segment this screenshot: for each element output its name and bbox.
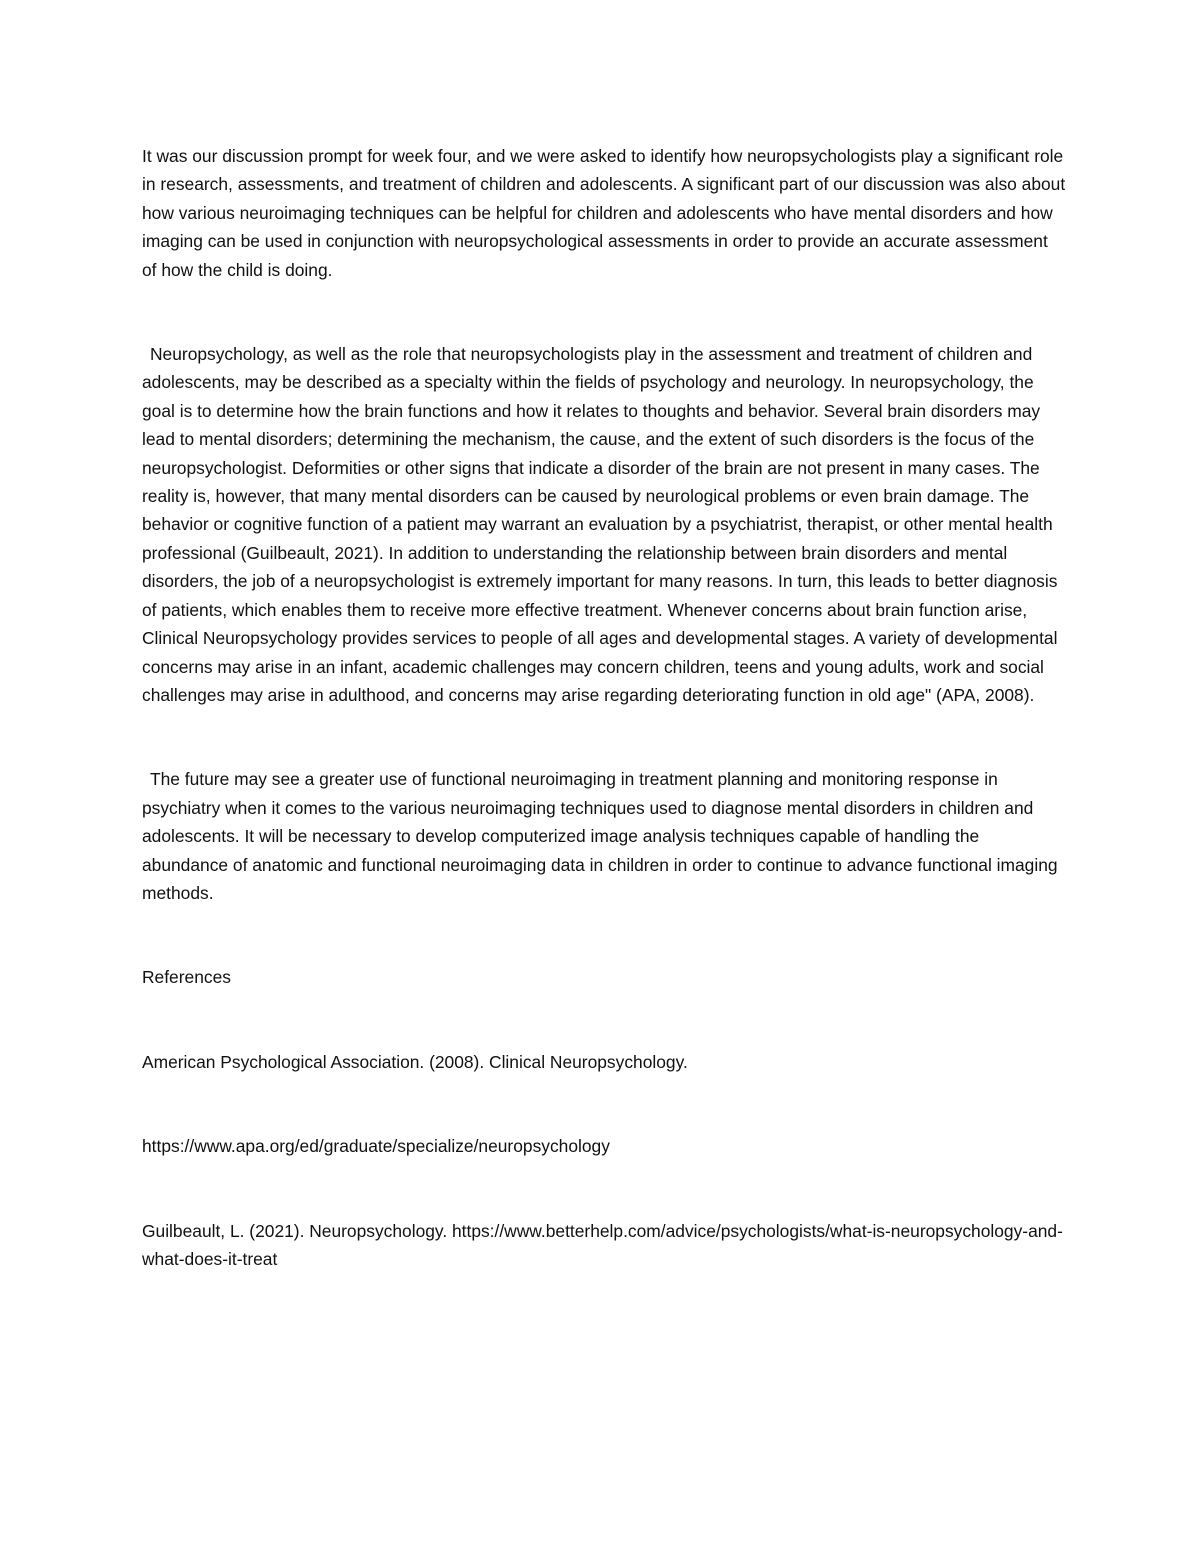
paragraph-neuropsychology-text: Neuropsychology, as well as the role that neuropsychologists play in the assessment and treatment of children and adolescents, may be described as a specialty within the fields of psychology and neurology. In neuropsychology, the goal is to determine how the brain functions and how it relates to thoughts and behavior. Several brain disorders may lead to mental disorders; determining the mechanism, the cause, and the extent of such disorders is the focus of the neuropsychologist. Deformities or other signs that indicate a disorder of the brain are not present in many cases. The reality is, however, that many mental disorders can be caused by neurological problems or even brain damage. The behavior or cognitive function of a patient may warrant an evaluation by a psychiatrist, therapist, or other mental health professional (Guilbeault, 2021). In addition to understanding the relationship between brain disorders and mental disorders, the job of a neuropsychologist is extremely important for many reasons. In turn, this leads to better diagnosis of patients, which enables them to receive more effective treatment. Whenever concerns about brain function arise, Clinical Neuropsychology provides services to people of all ages and developmental stages. A variety of developmental concerns may arise in an infant, academic challenges may concern children, teens and young adults, work and social challenges may arise in adulthood, and concerns may arise regarding deteriorating function in old age" (APA, 2008).: [142, 344, 1058, 705]
document-body: [142, 142, 1067, 1273]
reference-apa-citation: American Psychological Association. (2008). Clinical Neuropsychology.: [142, 1051, 688, 1072]
reference-apa-url[interactable]: https://www.apa.org/ed/graduate/specialize/neuropsychology: [142, 1136, 610, 1157]
reference-guilbeault-citation[interactable]: Guilbeault, L. (2021). Neuropsychology. https://www.betterhelp.com/advice/psychologists/what-is-neuropsychology-and-what-does-it-treat: [142, 1220, 1063, 1269]
paragraph-intro: It was our discussion prompt for week four, and we were asked to identify how neuropsychologists play a significant role in research, assessments, and treatment of children and adolescents. A significant part of our discussion was also about how various neuroimaging techniques can be helpful for children and adolescents who have mental disorders and how imaging can be used in conjunction with neuropsychological assessments in order to provide an accurate assessment of how the child is doing.: [142, 146, 1066, 280]
paragraph-neuropsychology: [142, 340, 1067, 709]
paragraph-future: [142, 765, 1067, 907]
paragraph-future-text: The future may see a greater use of functional neuroimaging in treatment planning and monitoring response in psychiatry when it comes to the various neuroimaging techniques used to diagnose mental disorders in children and adolescents. It will be necessary to develop computerized image analysis techniques capable of handling the abundance of anatomic and functional neuroimaging data in children in order to continue to advance functional imaging methods.: [142, 769, 1058, 903]
references-heading: References: [142, 967, 231, 988]
